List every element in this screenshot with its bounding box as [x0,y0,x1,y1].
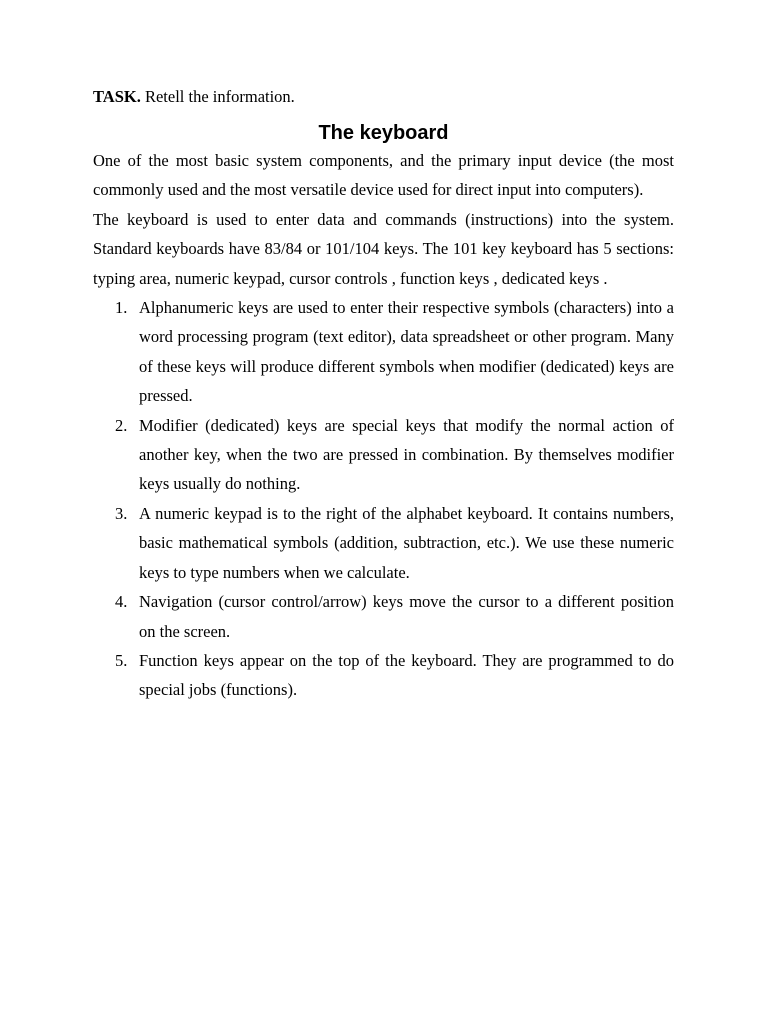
list-number: 4. [115,592,128,612]
list-number: 1. [115,298,128,318]
task-text: Retell the information. [140,87,295,106]
list-item [93,293,674,411]
list-number: 5. [115,650,128,670]
list-item-text: A numeric keypad is to the right of the alphabet keyboard. It contains numbers, basic mathematical symbols (addition, subtraction, etc.). We use these numeric keys to type numbers when we calculate. [139,503,674,582]
list-item [93,411,674,499]
task-label: TASK. [93,87,141,106]
list-item [93,587,674,646]
task-instruction [93,86,674,108]
list-number: 3. [115,503,128,523]
list-item [93,646,674,705]
list-item [93,499,674,587]
list-item-text: Modifier (dedicated) keys are special keys that modify the normal action of another key, when the two are pressed in combination. By themselves modifier keys usually do nothing. [139,415,674,494]
paragraph-intro: One of the most basic system components, and the primary input device (the most commonly used and the most versatile device used for direct input into computers). [93,151,674,200]
list-number: 2. [115,415,128,435]
list-item-text: Navigation (cursor control/arrow) keys move the cursor to a different position on the screen. [139,592,674,641]
document-page [93,86,674,705]
paragraph-usage: The keyboard is used to enter data and commands (instructions) into the system. Standard keyboards have 83/84 or 101/104 keys. The 101 key keyboard has 5 sections: typing area, numeric keypad, cursor controls , function keys , dedicated keys . [93,209,674,288]
list-item-text: Alphanumeric keys are used to enter their respective symbols (characters) into a word processing program (text editor), data spreadsheet or other program. Many of these keys will produce different symbols when modifier (dedicated) keys are pressed. [139,298,674,406]
document-title: The keyboard [318,122,449,144]
key-types-list [93,293,674,705]
list-item-text: Function keys appear on the top of the keyboard. They are programmed to do special jobs (functions). [139,650,674,700]
